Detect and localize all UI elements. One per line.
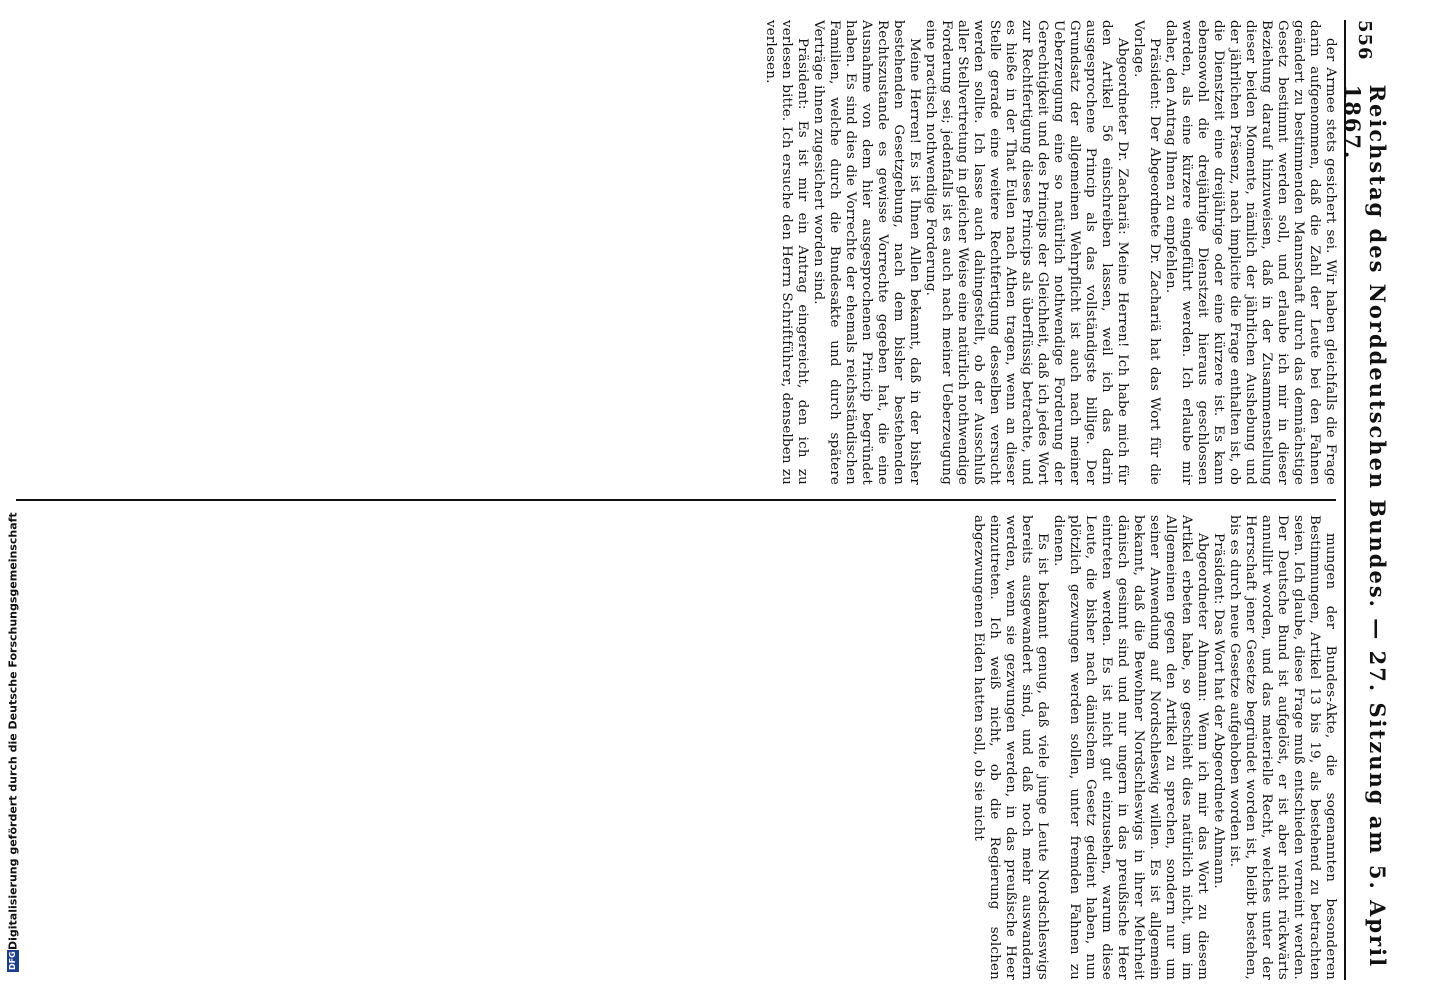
paragraph: Es ist bekannt genug, daß viele junge Leute Nordschleswigs bereits ausgewandert sind, und daß noch mehr auswandern werden, wenn sie gezwungen werden, in das preußische Heer einzutreten. Ich weiß nicht, ob die Regierung solchen abgezwungenen Eiden hatten soll, ob sie nicht xyxy=(971,515,1050,980)
paragraph: mungen der Bundes-Akte, die sogenannten besonderen Bestimmungen, Artikel 13 bis 19, als bestehend zu betrachten seien. Ich glaube, diese Frage muß entschieden verneint werden. Der Deutsche Bund ist aufgelöst, er ist aber nicht rückwärts annullirt worden, und das materielle Recht, welches unter der Herrschaft jener Gesetze begründet worden ist, bleibt bestehen, bis es durch neue Gesetze aufgehoben worden ist. xyxy=(1227,515,1338,980)
paragraph: Abgeordneter Dr. Zachariä: Meine Herren! Ich habe mich für den Artikel 56 einschreiben lassen, weil ich das darin ausgesprochene Princip als das vollständigste billige. Der Grundsatz der allgemeinen Wehrpflicht ist auch nach meiner Ueberzeugung eine so natürlich nothwendige Forderung der Gerechtigkeit und des Princips der Gleichheit, daß ich jedes Wort zur Rechtfertigung dieses Princips als überflüssig betrachte, und es hieße in der That Eulen nach Athen tragen, wenn an dieser Stelle gerade eine weitere Rechtfertigung desselben versucht werden sollte. Ich lasse auch dahingestellt, ob der Ausschluß aller Stellvertretung in gleicher Weise eine natürlich nothwendige Forderung sei; jedenfalls ist es auch nach meiner Ueberzeugung eine practisch nothwendige Forderung. xyxy=(923,20,1130,485)
digitization-credit xyxy=(6,418,20,978)
text-columns xyxy=(14,20,1338,980)
paragraph: Präsident: Es ist mir ein Antrag eingereicht, den ich zu verlesen bitte. Ich ersuche den Herrn Schriftführer, denselben zu verlesen. xyxy=(763,20,810,485)
left-column xyxy=(14,20,1338,499)
running-title: Reichstag des Norddeutschen Bundes. — 27. Sitzung am 5. April 1867. xyxy=(1340,84,1390,969)
paragraph: der Armee stets gesichert sei. Wir haben gleichfalls die Frage darin aufgenommen, daß die Zahl der Leute bei den Fahnen geändert zu bestimmenden Mannschaft durch das demnächstige Gesetz bestimmt werden soll, und erlaube ich mir in dieser Beziehung darauf hinzuweisen, daß in der Zusammenstellung dieser beiden Momente, nämlich der jährlichen Aushebung und der jährlichen Präsenz, nach implicite die Frage enthalten ist, ob die Dienstzeit eine dreijährige oder eine kürzere ist. Es kann ebensowohl die dreijährige Dienstzeit hieraus geschlossen werden, als eine kürzere eingeführt werden. Ich erlaube mir daher, den Antrag Ihnen zu empfehlen. xyxy=(1163,20,1338,485)
dfg-logo-icon: DFG xyxy=(8,951,17,971)
page-number: 556 xyxy=(1354,20,1376,61)
page-header xyxy=(1340,20,1390,980)
paragraph: Abgeordneter Ahmann: Wenn ich mir das Wort zu diesem Artikel erbeten habe, so geschieht dies natürlich nicht, um im Allgemeinen gegen den Artikel zu sprechen, sondern nur um seiner Anwendung auf Nordschleswig willen. Es ist allgemein bekannt, daß die Bewohner Nordschleswigs in ihrer Mehrheit dänisch gesinnt sind und nur ungern in das preußische Heer eintreten werden. Es ist nicht gut einzusehen, warum diese Leute, die bisher nach dänischem Gesetz gedient haben, nun plötzlich gezwungen werden sollen, unter fremden Fahnen zu dienen. xyxy=(1051,515,1210,980)
paragraph: Präsident: Der Abgeordnete Dr. Zachariä hat das Wort für die Vorlage. xyxy=(1131,20,1162,485)
right-column xyxy=(14,501,1338,980)
header-rule xyxy=(1344,20,1346,980)
paragraph: Präsident: Das Wort hat der Abgeordnete Ahmann. xyxy=(1211,533,1226,889)
credit-text: Digitalisierung gefördert durch die Deutsche Forschungsgemeinschaft xyxy=(6,512,20,950)
paragraph: Meine Herren! Es ist Ihnen Allen bekannt, daß in der bisher bestehenden Gesetzgebung, nach dem bisher bestehenden Rechtszustande es gewisse Vorrechte gegeben hat, die eine Ausnahme von dem hier ausgesprochenen Princip begründet haben. Es sind dies die Vorrechte der ehemals reichsständischen Familien, welche durch die Bundesakte und durch spätere Verträge ihnen zugesichert worden sind. xyxy=(811,20,922,485)
